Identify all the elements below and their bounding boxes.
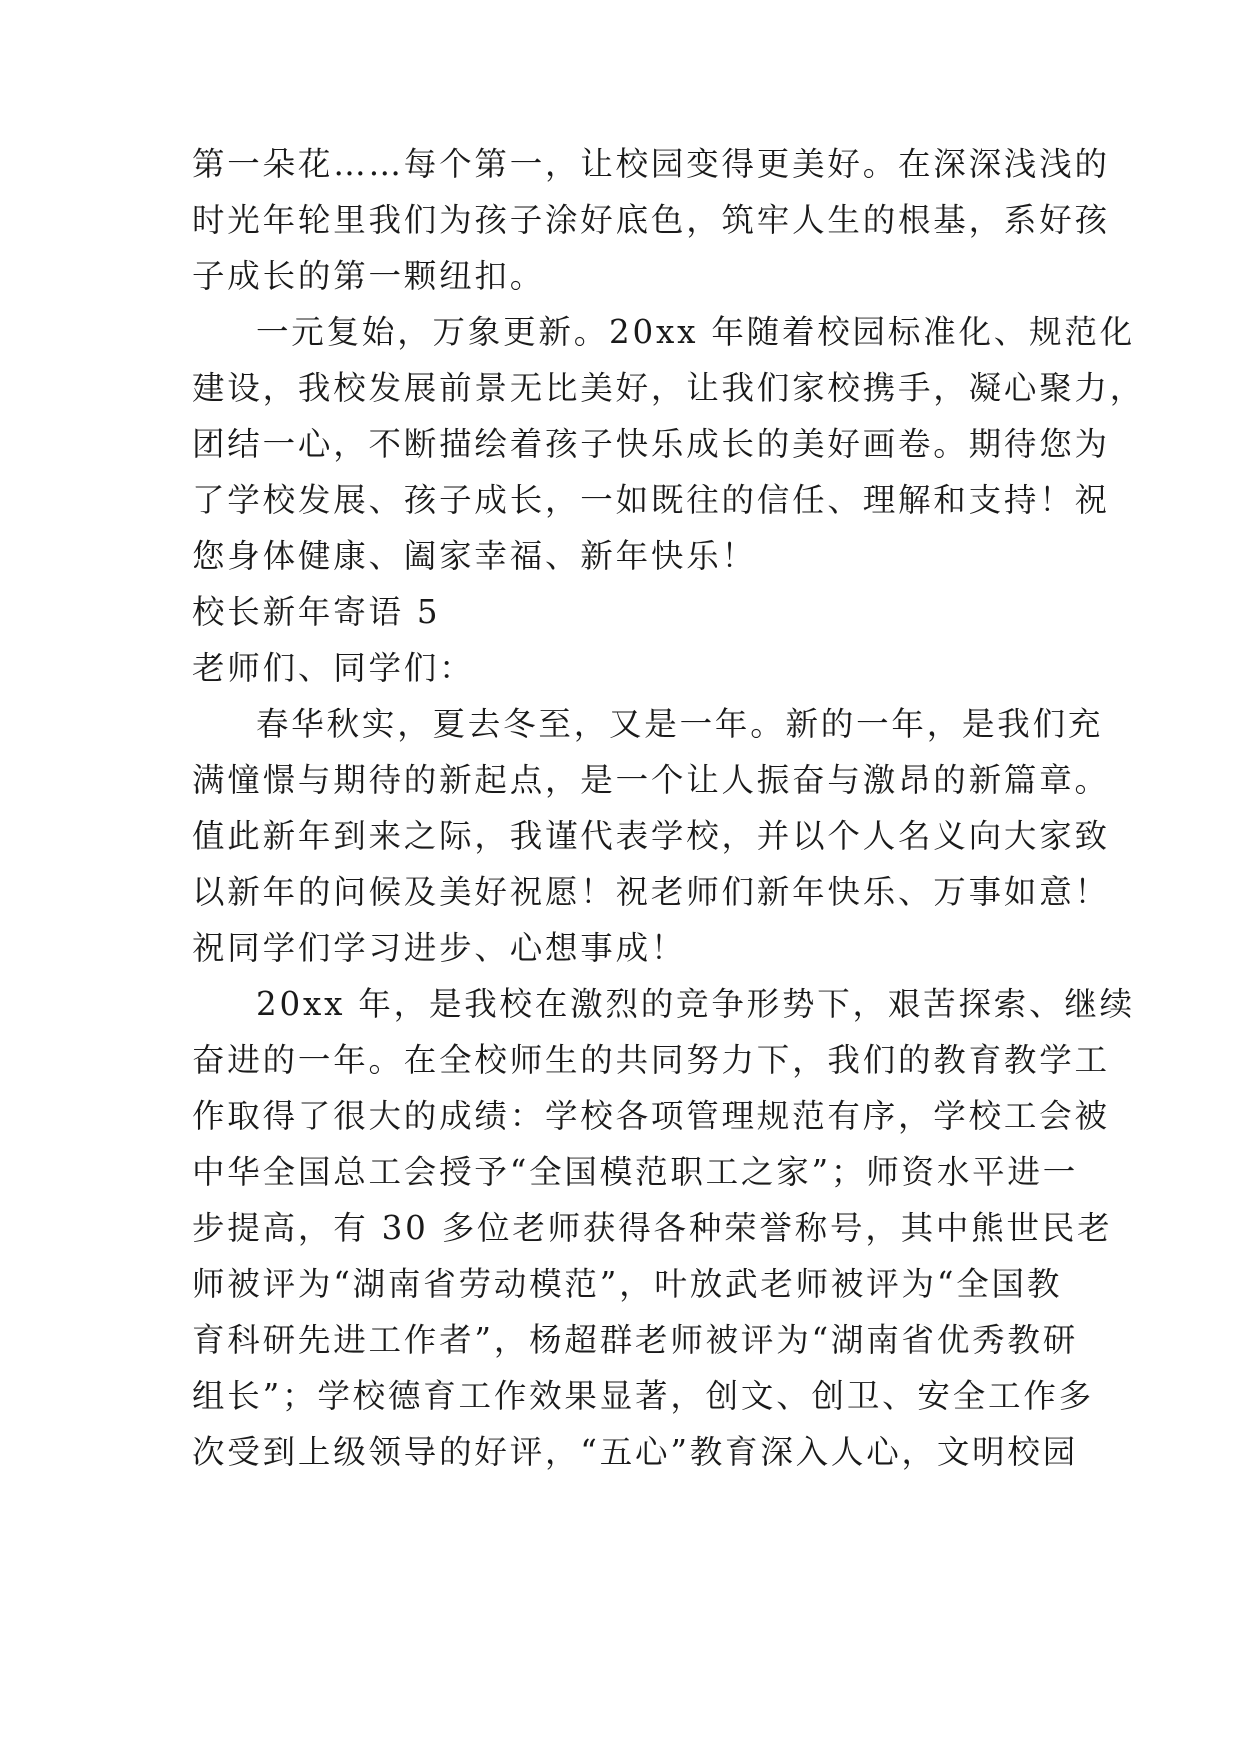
text-line: 满憧憬与期待的新起点，是一个让人振奋与激昂的新篇章。 <box>192 761 1110 799</box>
text-line: 奋进的一年。在全校师生的共同努力下，我们的教育教学工 <box>192 1041 1110 1079</box>
text-line: 步提高，有 30 多位老师获得各种荣誉称号，其中熊世民老 <box>192 1209 1113 1247</box>
text-line: 团结一心，不断描绘着孩子快乐成长的美好画卷。期待您为 <box>192 425 1110 463</box>
text-line: 作取得了很大的成绩：学校各项管理规范有序，学校工会被 <box>192 1097 1110 1135</box>
section-heading: 校长新年寄语 5 <box>192 593 441 631</box>
paragraph-first-line: 20xx 年，是我校在激烈的竞争形势下，艰苦探索、继续 <box>256 985 1135 1023</box>
text-line: 祝同学们学习进步、心想事成！ <box>192 929 687 967</box>
text-line: 师被评为“湖南省劳动模范”，叶放武老师被评为“全国教 <box>192 1265 1063 1303</box>
text-line: 时光年轮里我们为孩子涂好底色，筑牢人生的根基，系好孩 <box>192 201 1110 239</box>
text-line: 您身体健康、阖家幸福、新年快乐！ <box>192 537 757 575</box>
text-line: 以新年的问候及美好祝愿！祝老师们新年快乐、万事如意！ <box>192 873 1110 911</box>
text-line: 子成长的第一颗纽扣。 <box>192 257 546 295</box>
text-line: 组长”；学校德育工作效果显著，创文、创卫、安全工作多 <box>192 1377 1094 1415</box>
paragraph-first-line: 春华秋实，夏去冬至，又是一年。新的一年，是我们充 <box>256 705 1104 743</box>
paragraph-first-line: 一元复始，万象更新。20xx 年随着校园标准化、规范化 <box>256 313 1135 351</box>
text-line: 育科研先进工作者”，杨超群老师被评为“湖南省优秀教研 <box>192 1321 1079 1359</box>
text-line: 中华全国总工会授予“全国模范职工之家”；师资水平进一 <box>192 1153 1079 1191</box>
text-line: 值此新年到来之际，我谨代表学校，并以个人名义向大家致 <box>192 817 1110 855</box>
text-line: 建设，我校发展前景无比美好，让我们家校携手，凝心聚力， <box>192 369 1146 407</box>
text-line: 了学校发展、孩子成长，一如既往的信任、理解和支持！祝 <box>192 481 1110 519</box>
salutation: 老师们、同学们： <box>192 649 475 687</box>
text-line: 次受到上级领导的好评，“五心”教育深入人心，文明校园 <box>192 1433 1079 1471</box>
text-line: 第一朵花……每个第一，让校园变得更美好。在深深浅浅的 <box>192 145 1110 183</box>
